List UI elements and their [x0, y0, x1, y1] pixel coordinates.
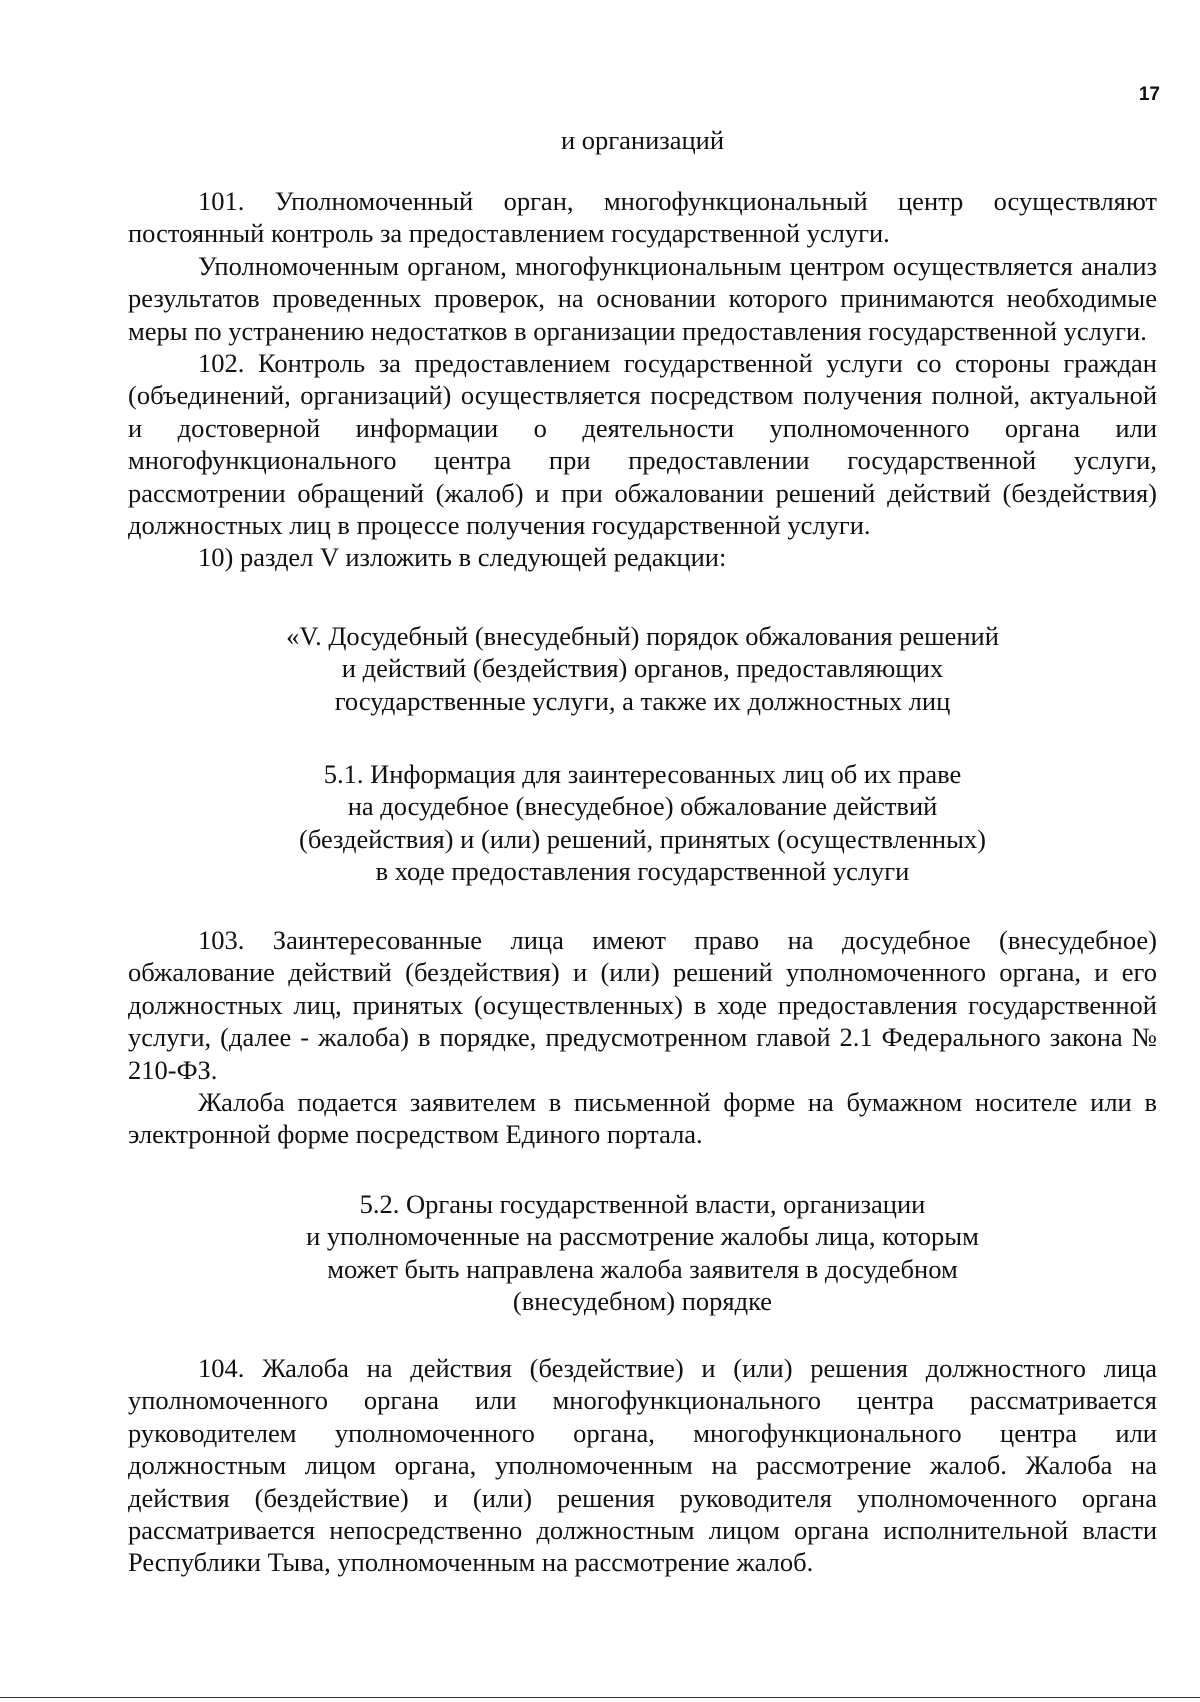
heading-line: и организаций	[560, 125, 725, 155]
scan-edge-line	[0, 1697, 1200, 1698]
heading-line: 5.1. Информация для заинтересованных лиц об их праве	[323, 759, 962, 789]
body-block-3	[128, 1352, 1157, 1579]
top-heading	[128, 124, 1157, 156]
paragraph: 103. Заинтересованные лица имеют право на досудебное (внесудебное) обжалование действий (бездействия) и (или) решений уполномоченного органа, и его должностных лиц, принятых (осуществленных) в ходе предоставления государственной услуги, (далее - жалоба) в порядке, предусмотренном главой 2.1 Федерального закона № 210-ФЗ.	[128, 925, 1157, 1085]
body-block-2	[128, 924, 1157, 1151]
section-5-2-heading	[128, 1188, 1157, 1318]
heading-line: (бездействия) и (или) решений, принятых (осуществленных)	[299, 823, 986, 854]
heading-line: 5.2. Органы государственной власти, организации	[359, 1189, 926, 1219]
paragraph: 104. Жалоба на действия (бездействие) и (или) решения должностного лица уполномоченного органа или многофункционального центра рассматривается руководителем уполномоченного органа, многофункционального центра или должностным лицом органа, уполномоченным на рассмотрение жалоб. Жалоба на действия (бездействие) и (или) решения руководителя уполномоченного органа рассматривается непосредственно должностным лицом органа исполнительной власти Республики Тыва, уполномоченным на рассмотрение жалоб.	[128, 1353, 1157, 1578]
heading-line: «V. Досудебный (внесудебный) порядок обжалования решений	[286, 621, 999, 651]
heading-line: государственные услуги, а также их должностных лиц	[334, 685, 951, 716]
heading-line: на досудебное (внесудебное) обжалование действий	[347, 791, 938, 822]
heading-line: и уполномоченные на рассмотрение жалобы лица, которым	[306, 1221, 979, 1252]
body-block-1	[128, 185, 1157, 574]
section-5-1-heading	[128, 758, 1157, 888]
heading-line: (внесудебном) порядке	[512, 1286, 773, 1317]
heading-line: в ходе предоставления государственной услуги	[375, 856, 910, 887]
paragraph: 101. Уполномоченный орган, многофункциональный центр осуществляют постоянный контроль за предоставлением государственной услуги.	[128, 186, 1157, 249]
paragraph: Уполномоченным органом, многофункциональным центром осуществляется анализ результатов проведенных проверок, на основании которого принимаются необходимые меры по устранению недостатков в организации предоставления государственной услуги.	[128, 250, 1157, 346]
section-v-heading	[128, 620, 1157, 717]
paragraph: 102. Контроль за предоставлением государственной услуги со стороны граждан (объединений, организаций) осуществляется посредством получения полной, актуальной и достоверной информации о деятельности уполномоченного органа или многофункционального центра при предоставлении государственной услуги, рассмотрении обращений (жалоб) и при обжаловании решений действий (бездействия) должностных лиц в процессе получения государственной услуги.	[128, 348, 1157, 541]
heading-line: и действий (бездействия) органов, предоставляющих	[341, 653, 944, 684]
paragraph: Жалоба подается заявителем в письменной форме на бумажном носителе или в электронной форме посредством Единого портала.	[128, 1087, 1157, 1150]
page-number: 17	[1138, 84, 1160, 105]
heading-line: может быть направлена жалоба заявителя в досудебном	[327, 1253, 958, 1284]
paragraph: 10) раздел V изложить в следующей редакции:	[198, 542, 727, 573]
